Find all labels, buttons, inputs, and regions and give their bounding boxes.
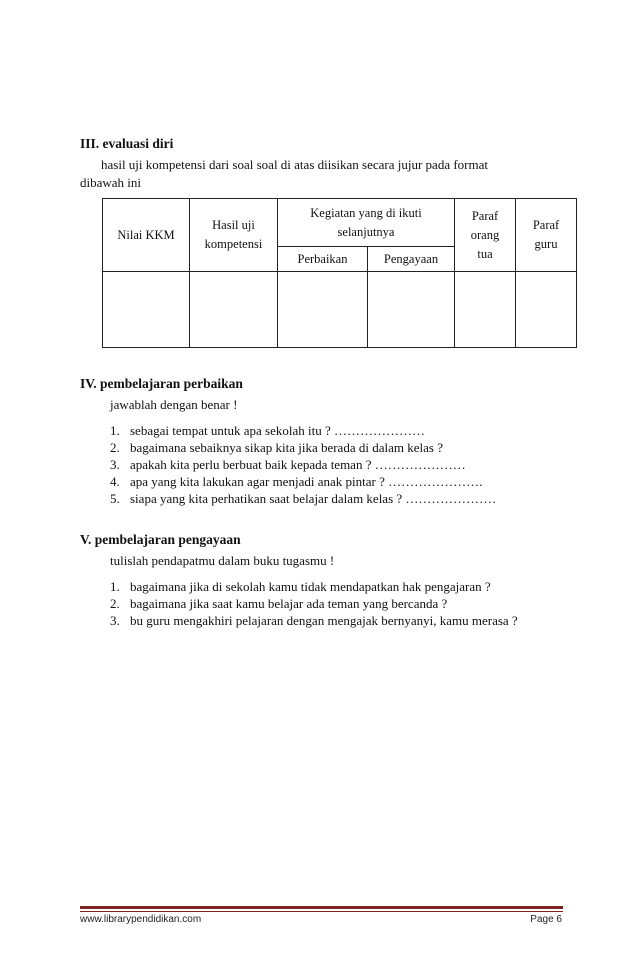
list-item-number: 3. — [110, 613, 120, 628]
header-paraf-ortu-line1: Paraf — [471, 208, 499, 223]
list-item-number: 4. — [110, 474, 120, 489]
list-item-number: 2. — [110, 596, 120, 611]
section5-heading: V. pembelajaran pengayaan — [80, 532, 241, 547]
list-item — [110, 439, 496, 456]
list-item — [110, 595, 518, 612]
cell-paraf-orang-tua-empty[interactable] — [455, 272, 516, 348]
list-item-text: apakah kita perlu berbuat baik kepada teman ? ………………… — [130, 457, 466, 472]
header-kegiatan — [278, 199, 455, 247]
header-nilai-kkm-text: Nilai KKM — [117, 227, 175, 242]
list-item — [110, 490, 496, 507]
list-item-number: 1. — [110, 423, 120, 438]
section4-instruction: jawablah dengan benar ! — [110, 397, 238, 412]
cell-paraf-guru-empty[interactable] — [516, 272, 577, 348]
evaluation-table — [102, 198, 577, 348]
list-item — [110, 456, 496, 473]
list-item-text: siapa yang kita perhatikan saat belajar dalam kelas ? ………………… — [130, 491, 497, 506]
section3-intro-line1: hasil uji kompetensi dari soal soal di atas diisikan secara jujur pada format — [101, 157, 489, 172]
list-item-number: 3. — [110, 457, 120, 472]
list-item-number: 5. — [110, 491, 120, 506]
cell-perbaikan-empty[interactable] — [278, 272, 368, 348]
list-item-number: 2. — [110, 440, 120, 455]
section3-intro-line2: dibawah ini — [80, 175, 142, 190]
list-item — [110, 612, 518, 629]
section5-question-list — [110, 578, 518, 629]
list-item-text: apa yang kita lakukan agar menjadi anak pintar ? …………………. — [130, 474, 483, 489]
header-paraf-ortu-line2: orang — [470, 227, 500, 242]
section5-instruction: tulislah pendapatmu dalam buku tugasmu ! — [110, 553, 335, 568]
section3-heading: III. evaluasi diri — [80, 136, 174, 151]
cell-nilai-kkm-empty[interactable] — [103, 272, 190, 348]
header-paraf-guru-line1: Paraf — [532, 218, 560, 232]
section4-question-list — [110, 422, 496, 507]
footer-rule-thick — [80, 906, 563, 909]
footer-website: www.librarypendidikan.com — [80, 914, 202, 925]
list-item-text: bagaimana sebaiknya sikap kita jika berada di dalam kelas ? — [130, 440, 443, 455]
header-paraf-guru — [516, 199, 577, 272]
section4-heading: IV. pembelajaran perbaikan — [80, 376, 243, 391]
header-nilai-kkm — [103, 199, 190, 272]
cell-pengayaan-empty[interactable] — [368, 272, 455, 348]
header-hasil-uji — [190, 199, 278, 272]
list-item-text: sebagai tempat untuk apa sekolah itu ? ………………… — [130, 423, 425, 438]
list-item-text: bu guru mengakhiri pelajaran dengan mengajak bernyanyi, kamu merasa ? — [130, 613, 518, 628]
list-item — [110, 422, 496, 439]
list-item — [110, 578, 518, 595]
header-hasil-uji-line1: Hasil uji — [212, 218, 255, 232]
header-perbaikan: Perbaikan — [278, 247, 368, 272]
header-paraf-orang-tua — [455, 199, 516, 272]
header-pengayaan: Pengayaan — [368, 247, 455, 272]
footer-rule-thin — [80, 911, 563, 912]
list-item — [110, 473, 496, 490]
cell-hasil-uji-empty[interactable] — [190, 272, 278, 348]
header-hasil-uji-line2: kompetensi — [204, 237, 263, 251]
footer-page-number: Page 6 — [530, 914, 562, 925]
header-kegiatan-line1: Kegiatan yang di ikuti — [310, 205, 422, 220]
list-item-number: 1. — [110, 579, 120, 594]
list-item-text: bagaimana jika saat kamu belajar ada teman yang bercanda ? — [130, 596, 448, 611]
header-kegiatan-line2: selanjutnya — [337, 224, 395, 239]
list-item-text: bagaimana jika di sekolah kamu tidak mendapatkan hak pengajaran ? — [130, 579, 491, 594]
header-paraf-ortu-line3: tua — [477, 246, 493, 261]
header-paraf-guru-line2: guru — [534, 237, 558, 251]
